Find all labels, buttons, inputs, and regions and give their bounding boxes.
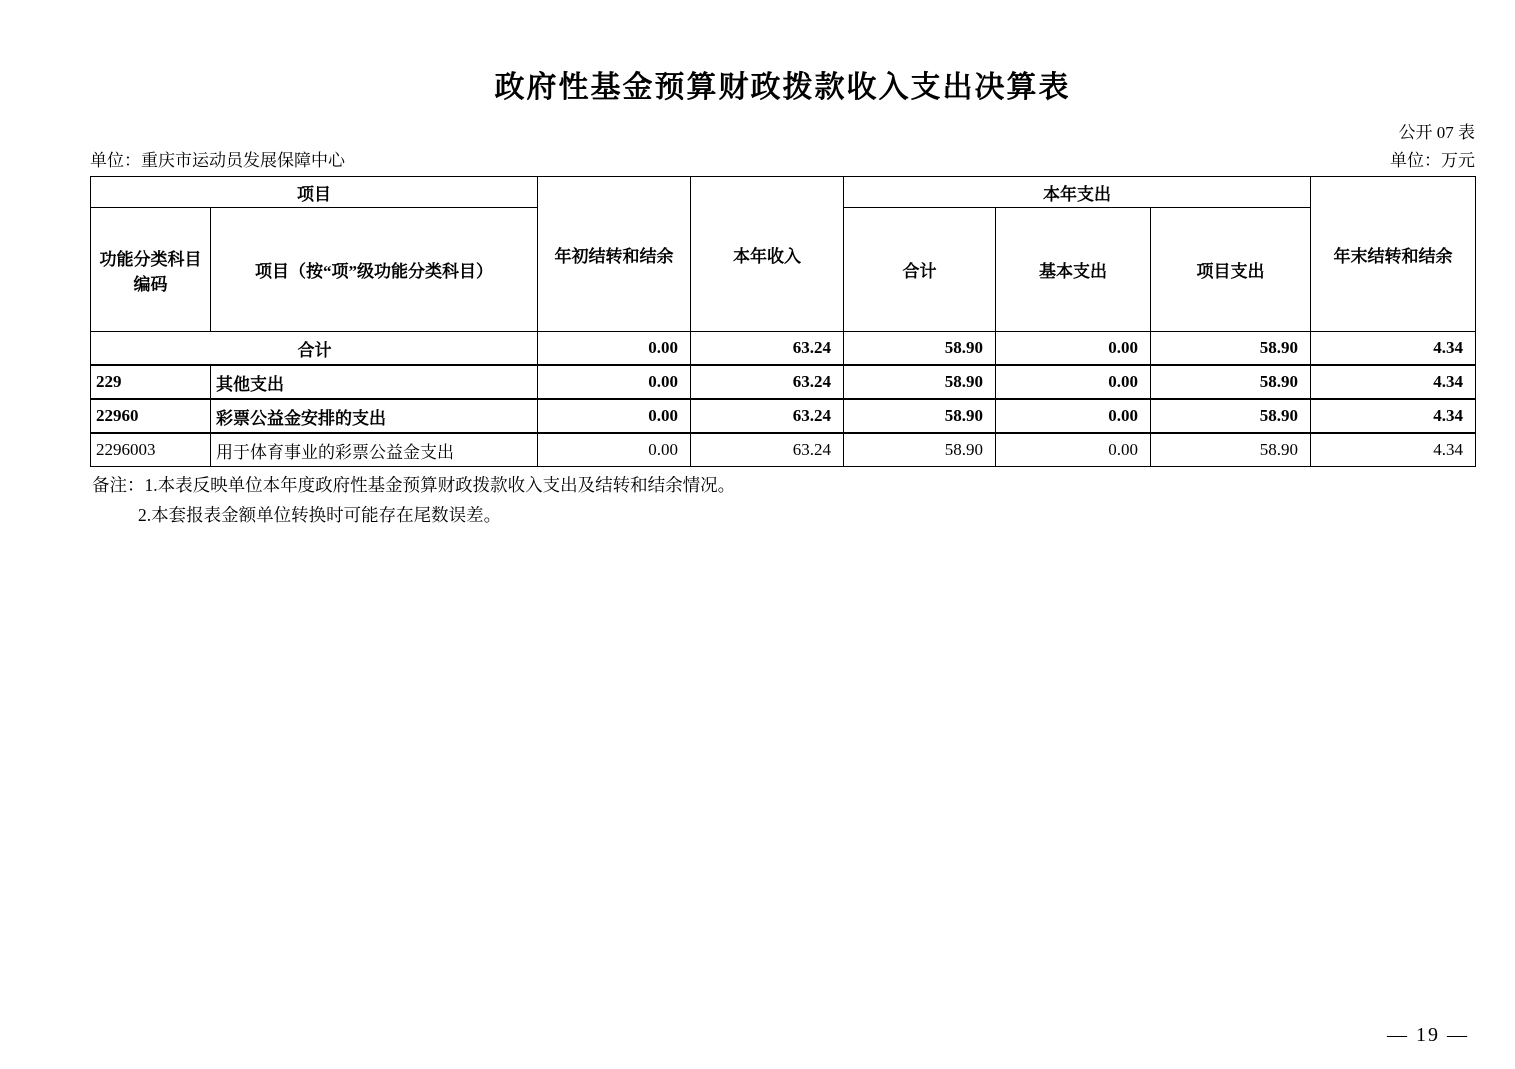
cell-basic-expense: 0.00 <box>996 365 1151 399</box>
unit-name-label: 单位：重庆市运动员发展保障中心 <box>90 151 345 170</box>
cell-expense-total: 58.90 <box>844 433 996 467</box>
page-number: — 19 — <box>1387 1024 1469 1046</box>
col-header-current-income: 本年收入 <box>691 177 844 332</box>
cell-basic-expense: 0.00 <box>996 399 1151 433</box>
notes-block <box>92 470 735 530</box>
cell-expense-total: 58.90 <box>844 399 996 433</box>
row-name: 彩票公益金安排的支出 <box>211 399 538 433</box>
unit-measure-label: 单位：万元 <box>1390 151 1475 170</box>
budget-table <box>90 176 1476 467</box>
cell-expense-total: 58.90 <box>844 332 996 366</box>
row-name: 其他支出 <box>211 365 538 399</box>
col-header-basic-expense: 基本支出 <box>996 208 1151 332</box>
table-row-229 <box>91 365 1476 399</box>
note-line-1: 备注：1.本表反映单位本年度政府性基金预算财政拨款收入支出及结转和结余情况。 <box>92 475 736 495</box>
table-row-22960 <box>91 399 1476 433</box>
col-header-expense-total: 合计 <box>844 208 996 332</box>
cell-opening-balance: 0.00 <box>538 433 691 467</box>
row-name: 合计 <box>91 332 538 366</box>
header-row-1 <box>91 177 1476 208</box>
col-header-closing-balance: 年末结转和结余 <box>1311 177 1476 332</box>
cell-opening-balance: 0.00 <box>538 332 691 366</box>
cell-closing-balance: 4.34 <box>1311 399 1476 433</box>
cell-current-income: 63.24 <box>691 399 844 433</box>
cell-basic-expense: 0.00 <box>996 433 1151 467</box>
meta-line <box>90 146 1475 171</box>
cell-project-expense: 58.90 <box>1151 433 1311 467</box>
note-line-2: 2.本套报表金额单位转换时可能存在尾数误差。 <box>138 505 502 525</box>
cell-closing-balance: 4.34 <box>1311 433 1476 467</box>
cell-project-expense: 58.90 <box>1151 332 1311 366</box>
col-header-opening-balance: 年初结转和结余 <box>538 177 691 332</box>
cell-closing-balance: 4.34 <box>1311 332 1476 366</box>
cell-expense-total: 58.90 <box>844 365 996 399</box>
cell-current-income: 63.24 <box>691 365 844 399</box>
row-code: 229 <box>91 365 211 399</box>
cell-current-income: 63.24 <box>691 433 844 467</box>
row-name: 用于体育事业的彩票公益金支出 <box>211 433 538 467</box>
row-code: 2296003 <box>91 433 211 467</box>
col-header-project-expense: 项目支出 <box>1151 208 1311 332</box>
table-row-2296003 <box>91 433 1476 467</box>
form-code-label: 公开 07 表 <box>1398 123 1475 142</box>
cell-project-expense: 58.90 <box>1151 399 1311 433</box>
col-header-project-group: 项目 <box>91 177 538 208</box>
cell-opening-balance: 0.00 <box>538 365 691 399</box>
col-header-function-code: 功能分类科目编码 <box>91 208 211 332</box>
cell-closing-balance: 4.34 <box>1311 365 1476 399</box>
cell-current-income: 63.24 <box>691 332 844 366</box>
cell-project-expense: 58.90 <box>1151 365 1311 399</box>
cell-basic-expense: 0.00 <box>996 332 1151 366</box>
row-code: 22960 <box>91 399 211 433</box>
page-title: 政府性基金预算财政拨款收入支出决算表 <box>494 71 1071 104</box>
table-row-total <box>91 332 1476 366</box>
col-header-current-expense-group: 本年支出 <box>844 177 1311 208</box>
col-header-project-name: 项目（按“项”级功能分类科目） <box>211 208 538 332</box>
cell-opening-balance: 0.00 <box>538 399 691 433</box>
